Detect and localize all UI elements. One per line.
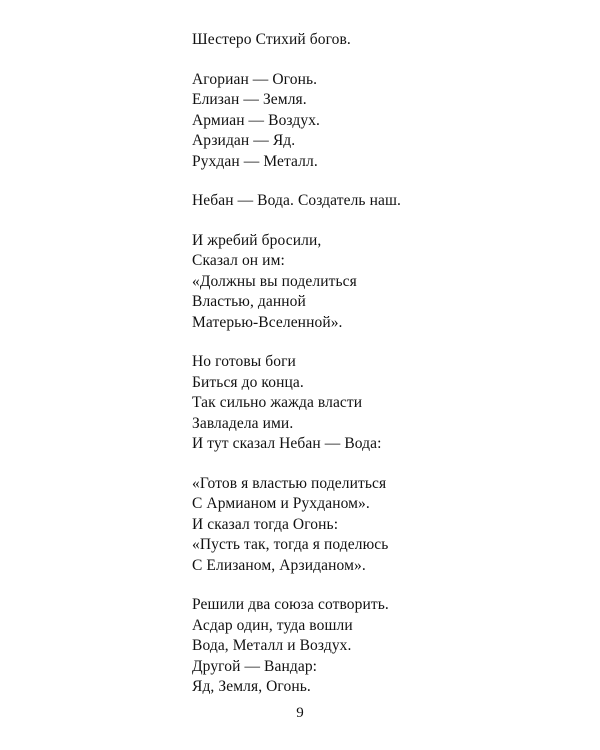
poem-line: «Должны вы поделиться (192, 272, 357, 290)
poem-line: Армиан — Воздух. (192, 111, 321, 129)
poem-line: Арзидан — Яд. (192, 132, 296, 149)
poem-line: И жребий бросили, (192, 231, 322, 249)
poem-line: Но готовы боги (192, 353, 296, 370)
stanza-6 (192, 474, 572, 577)
poem-line: Рухдан — Металл. (192, 152, 318, 170)
poem-text (192, 30, 572, 717)
poem-line: «Готов я властью поделиться (192, 474, 387, 492)
stanza-2 (192, 70, 572, 173)
poem-line: Елизан — Земля. (192, 91, 307, 108)
poem-line: С Елизаном, Арзиданом». (192, 556, 366, 574)
poem-line: Яд, Земля, Огонь. (192, 678, 311, 695)
poem-line: «Пусть так, тогда я поделюсь (192, 536, 389, 553)
poem-line: Завладела ими. (192, 414, 294, 432)
poem-line: Так сильно жажда власти (192, 394, 363, 411)
poem-line: Другой — Вандар: (192, 657, 318, 675)
poem-line: Биться до конца. (192, 373, 304, 391)
poem-line: Сказал он им: (192, 252, 285, 269)
poem-line: И сказал тогда Огонь: (192, 515, 339, 533)
stanza-7 (192, 595, 572, 698)
poem-line: Агориан — Огонь. (192, 70, 318, 88)
poem-line: Матерью-Вселенной». (192, 313, 343, 331)
poem-line: Решили два союза сотворить. (192, 596, 389, 613)
poem-line: Шестеро Стихий богов. (192, 31, 351, 48)
poem-line: С Армианом и Рухданом». (192, 495, 370, 512)
stanza-5 (192, 352, 572, 455)
poem-line: И тут сказал Небан — Вода: (192, 435, 382, 452)
stanza-1 (192, 30, 572, 51)
stanza-4 (192, 231, 572, 334)
poem-line: Асдар один, туда вошли (192, 616, 353, 634)
poem-line: Властью, данной (192, 293, 306, 310)
poem-line: Небан — Вода. Создатель наш. (192, 192, 401, 209)
poem-line: Вода, Металл и Воздух. (192, 637, 352, 654)
page-number: 9 (296, 705, 304, 721)
stanza-3 (192, 191, 572, 212)
